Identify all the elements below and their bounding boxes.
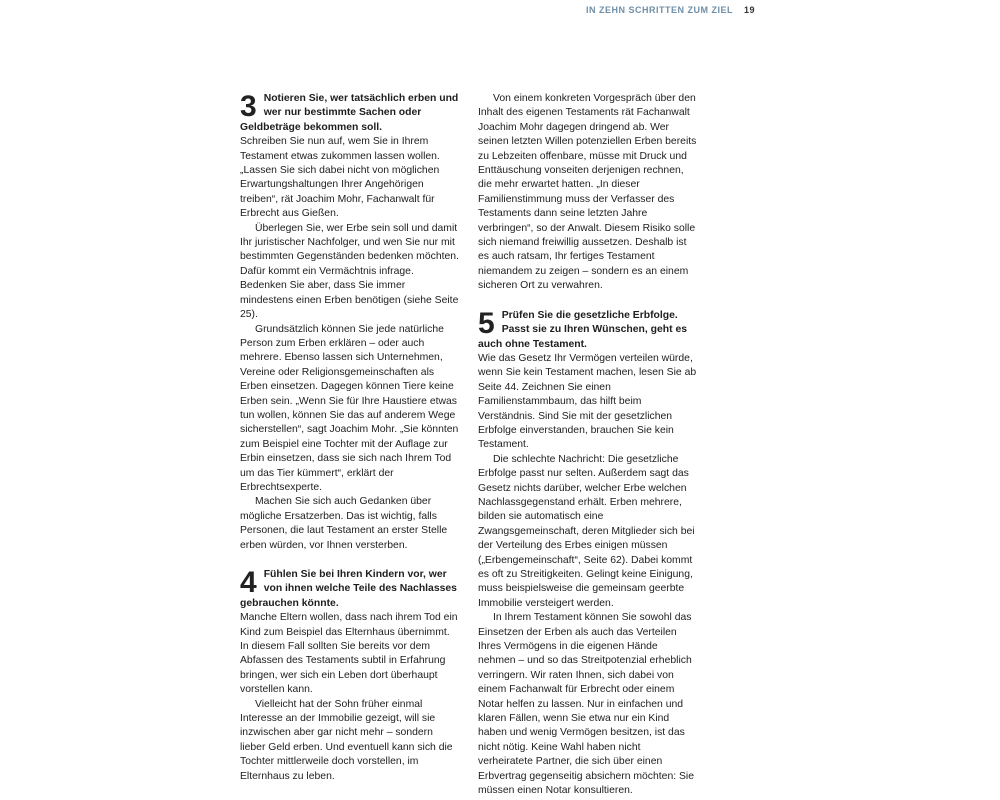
- step-heading: [240, 92, 460, 135]
- paragraph: Vielleicht hat der Sohn früher einmal Interesse an der Immobilie gezeigt, will sie inzwischen aber gar nicht mehr – sondern lieber Geld erben. Und eventuell kann sich die Tochter mittlerweile doch vorstellen, im Elternhaus zu leben.: [240, 698, 453, 782]
- page-number: 19: [744, 5, 756, 15]
- paragraph: Überlegen Sie, wer Erbe sein soll und damit Ihr juristischer Nachfolger, und wen Sie nur mit bestimmten Gegenständen bedenken möchten. Dafür kommt ein Vermächtnis infrage. Bedenken Sie aber, dass Sie immer mindestens einen Erben benötigen (siehe Seite 25).: [240, 222, 459, 321]
- paragraph: Die schlechte Nachricht: Die gesetzliche Erbfolge passt nur selten. Außerdem sagt das Gesetz nichts darüber, welcher Erbe welchen Nachlassgegenstand erhält. Erben mehrere, bilden sie automatisch eine Zwangsgemeinschaft, deren Mitglieder sich bei der Verteilung des Erbes einigen müssen („Erbengemeinschaft“, Seite 62). Dabei kommt es oft zu Streitigkeiten. Gelingt keine Einigung, muss beispielsweise die gemeinsam geerbte Immobilie versteigert werden.: [478, 453, 695, 609]
- step-heading: [478, 306, 698, 352]
- right-column: [478, 92, 698, 799]
- paragraph: Machen Sie sich auch Gedanken über mögliche Ersatzerben. Das ist wichtig, falls Personen, die laut Testament an erster Stelle erben würden, vor Ihnen versterben.: [240, 496, 448, 551]
- paragraph: Manche Eltern wollen, dass nach ihrem Tod ein Kind zum Beispiel das Elternhaus übernimmt. In diesem Fall sollten Sie bereits vor dem Abfassen des Testaments subtil in Erfahrung bringen, wer sich ein Leben dort überhaupt vorstellen kann.: [240, 612, 458, 696]
- step-3: [240, 92, 460, 553]
- step-heading-text: Prüfen Sie die gesetzliche Erbfolge. Passt sie zu Ihren Wünschen, geht es auch ohne Testament.: [478, 309, 688, 350]
- paragraph: Schreiben Sie nun auf, wem Sie in Ihrem Testament etwas zukommen lassen wollen. „Lassen Sie sich dabei nicht von möglichen Erwartungshaltungen Ihrer Angehörigen treiben“, rät Joachim Mohr, Fachanwalt für Erbrecht aus Gießen.: [240, 136, 440, 220]
- step-heading: [240, 568, 460, 611]
- paragraph: Von einem konkreten Vorgespräch über den Inhalt des eigenen Testaments rät Fachanwalt Joachim Mohr dagegen dringend ab. Wer seinen letzten Willen potenziellen Erben bereits zu Lebzeiten offenbare, müsse mit Druck und Enttäuschung vonseiten derjenigen rechnen, die mehr erwartet hatten. „In dieser Familienstimmung muss der Verfasser des Testaments dann seine letzten Jahre verbringen“, so der Anwalt. Diesem Risiko solle sich niemand freiwillig aussetzen. Deshalb ist es auch ratsam, Ihr fertiges Testament niemandem zu zeigen – sondern es an einem sicheren Ort zu verwahren.: [478, 93, 697, 292]
- left-column: [240, 92, 460, 784]
- paragraph: Grundsätzlich können Sie jede natürliche Person zum Erben erklären – oder auch mehrere. Ebenso lassen sich Unternehmen, Vereine oder Religionsgemeinschaften als Erben einsetzen. Dagegen können Tiere keine Erben sein. „Wenn Sie für Ihre Haustiere etwas tun wollen, können Sie das auf anderem Wege sicherstellen“, sagt Joachim Mohr. „Sie könnten zum Beispiel eine Tochter mit der Auflage zur Erbin einsetzen, dass sie sich nach Ihrem Tod um das Tier kümmert“, erklärt der Erbrechtsexperte.: [240, 323, 459, 493]
- paragraph: Wie das Gesetz Ihr Vermögen verteilen würde, wenn Sie kein Testament machen, lesen Sie ab Seite 44. Zeichnen Sie einen Familienstammbaum, das hilft beim Verständnis. Sind Sie mit der gesetzlichen Erbfolge einverstanden, brauchen Sie kein Testament.: [478, 352, 697, 451]
- chapter-title: IN ZEHN SCHRITTEN ZUM ZIEL: [586, 5, 733, 15]
- paragraph: In Ihrem Testament können Sie sowohl das Einsetzen der Erben als auch das Verteilen Ihres Vermögens in die eigenen Hände nehmen – und so das Streitpotenzial erheblich verringern. Wir raten Ihnen, sich dabei von einem Fachanwalt für Erbrecht oder einem Notar helfen zu lassen. Nur in einfachen und klaren Fällen, wenn Sie etwa nur ein Kind haben und wenig Vermögen besitzen, ist das nicht nötig. Keine Wahl haben nicht verheiratete Partner, die sich über einen Erbvertrag gegenseitig absichern möchten: Sie müssen einen Notar konsultieren.: [478, 612, 695, 797]
- step-heading-text: Notieren Sie, wer tatsächlich erben und wer nur bestimmte Sachen oder Geldbeträge bekommen soll.: [240, 93, 459, 133]
- step-number: 5: [478, 306, 495, 340]
- step-4: [240, 568, 460, 784]
- step-5: [478, 306, 698, 799]
- step-heading-text: Fühlen Sie bei Ihren Kindern vor, wer von ihnen welche Teile des Nachlasses gebrauchen könnte.: [240, 569, 457, 609]
- step-number: 4: [240, 566, 257, 599]
- step-number: 3: [240, 90, 257, 123]
- running-header: [586, 5, 755, 15]
